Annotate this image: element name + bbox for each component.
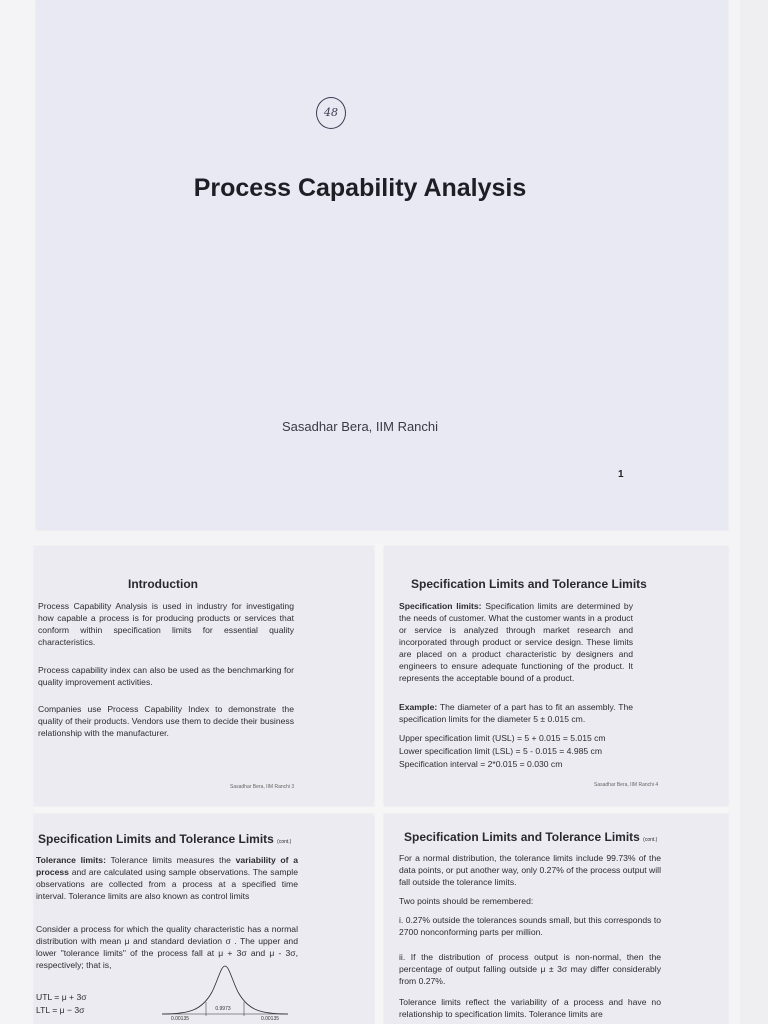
intro-paragraph-2: Process capability index can also be used as the benchmarking for quality improvement activities.: [38, 665, 294, 687]
spec-heading: Specification Limits and Tolerance Limits: [411, 577, 647, 591]
curve-center-label: 0.9973: [215, 1006, 231, 1012]
intro-paragraph-3: Companies use Process Capability Index to demonstrate the quality of their products. Vendors use them to decide their business relationship with the manufacturer.: [38, 704, 294, 738]
point-2: ii. If the distribution of process output is non-normal, then the percentage of output falling outside μ ± 3σ may differ considerably from 0.27%.: [399, 952, 661, 986]
intro-heading: Introduction: [128, 577, 198, 591]
ltl-formula: LTL = μ − 3σ: [36, 1005, 85, 1015]
cover-slide: [36, 0, 728, 530]
spec-footer: Sasadhar Bera, IIM Ranchi 4: [594, 782, 659, 788]
intro-paragraph-1: Process Capability Analysis is used in industry for investigating how capable a process is for producing products or services that conform within specification limits for essential quality characteristics.: [38, 601, 294, 647]
page-edge: [740, 0, 768, 1024]
two-points-intro: Two points should be remembered:: [399, 896, 534, 906]
author-line: Sasadhar Bera, IIM Ranchi: [281, 419, 439, 434]
curve-left-label: 0.00135: [170, 1016, 190, 1022]
utl-formula: UTL = μ + 3σ: [36, 992, 87, 1002]
intro-footer: Sasadhar Bera, IIM Ranchi 3: [230, 784, 295, 790]
page-number: 1: [618, 469, 624, 480]
tolerance-paragraph-2: Consider a process for which the quality characteristic has a normal distribution with mean μ and standard deviation σ . The upper and lower "tolerance limits" of the process fall at μ + 3σ and μ - 3σ, respectively; that is,: [36, 924, 298, 970]
lsl-formula: Lower specification limit (LSL) = 5 - 0.015 = 4.985 cm: [399, 746, 603, 756]
handwritten-page-stamp: 48: [316, 97, 346, 129]
tolerance-definition: Tolerance limits: Tolerance limits measures the variability of a process and are calculated using sample observations. The sample observations are collected from a process at a specified time interval. Tolerance limits are also known as control limits: [36, 855, 298, 901]
spec-example: Example: The diameter of a part has to fit an assembly. The specification limits for the diameter 5 ± 0.015 cm.: [399, 702, 634, 724]
curve-right-label: 0.00135: [260, 1016, 280, 1022]
document-title: Process Capability Analysis: [193, 174, 527, 202]
spec-definition: Specification limits: Specification limits are determined by the needs of customer. What the customer wants in a product or service is analyzed through market research and incorporated through product or service design. These limits are placed on a product characteristic by designers and engineers to ensure adequate functioning of the product. It represents the acceptable bound of a product.: [399, 601, 633, 683]
tolerance-continued-paragraph-3: Tolerance limits reflect the variability of a process and have no relationship to specification limits. Tolerance limits are: [399, 997, 661, 1019]
tolerance-continued-paragraph-1: For a normal distribution, the tolerance limits include 99.73% of the data points, or put another way, only 0.27% of the process output will fall outside the tolerance limits.: [399, 853, 661, 887]
usl-formula: Upper specification limit (USL) = 5 + 0.015 = 5.015 cm: [399, 733, 606, 743]
point-1: i. 0.27% outside the tolerances sounds small, but this corresponds to 2700 nonconforming parts per million.: [399, 915, 661, 937]
spec-interval: Specification interval = 2*0.015 = 0.030 cm: [399, 759, 563, 769]
tolerance-heading: Specification Limits and Tolerance Limits (cont.): [38, 832, 292, 846]
normal-distribution-curve: [160, 958, 290, 1024]
tolerance-continued-heading: Specification Limits and Tolerance Limits (cont.): [404, 830, 658, 844]
